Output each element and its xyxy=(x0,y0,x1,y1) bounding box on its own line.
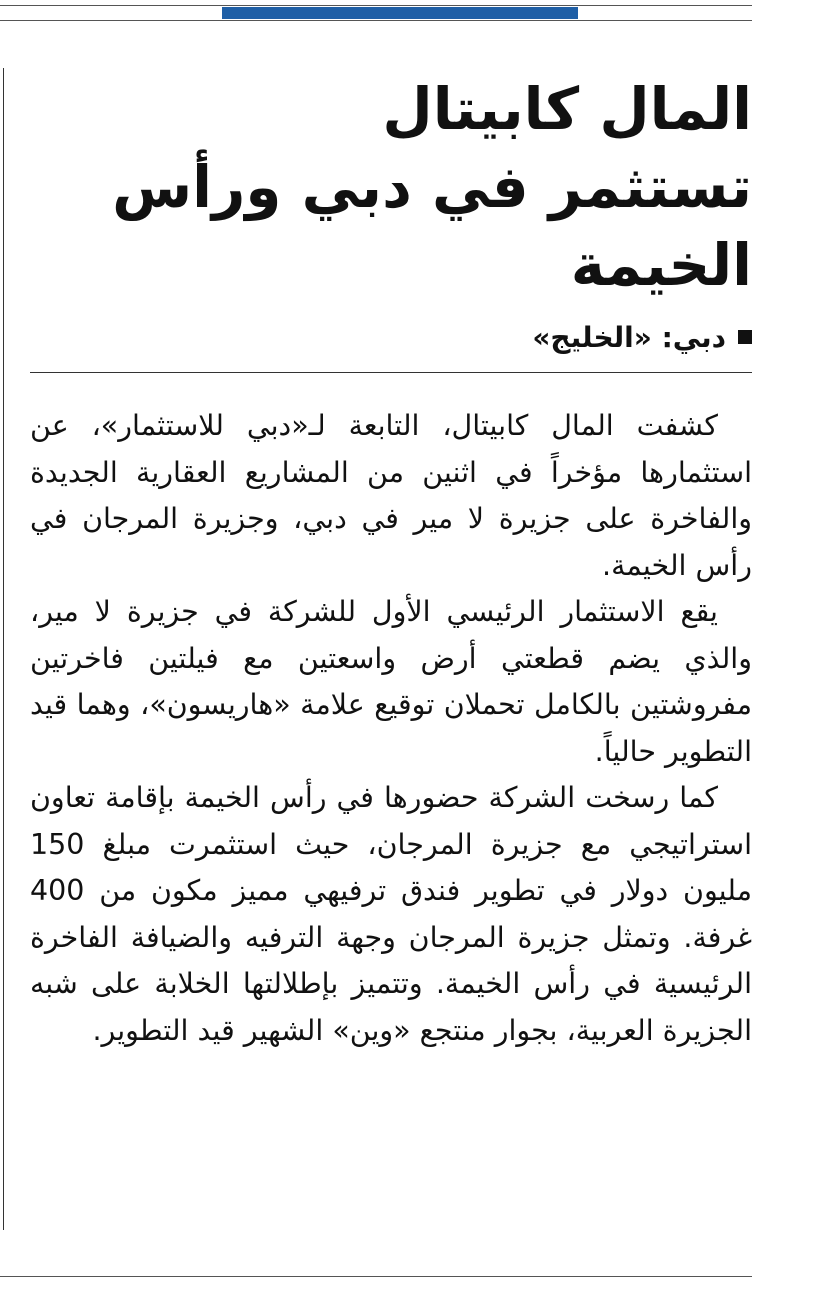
article xyxy=(30,70,752,1054)
byline-divider xyxy=(30,372,752,373)
paragraph: كما رسخت الشركة حضورها في رأس الخيمة بإقامة تعاون استراتيجي مع جزيرة المرجان، حيث استثمرت مبلغ 150 مليون دولار في تطوير فندق ترفيهي مميز مكون من 400 غرفة. وتمثل جزيرة المرجان وجهة الترفيه والضيافة الفاخرة الرئيسية في رأس الخيمة. وتتميز بإطلالتها الخلابة على شبه الجزيرة العربية، بجوار منتجع «وين» الشهير قيد التطوير. xyxy=(30,781,752,1047)
top-rule-lower xyxy=(0,20,752,21)
headline-line-1: المال كابيتال xyxy=(382,75,752,143)
byline xyxy=(30,316,752,358)
column-divider xyxy=(3,68,4,1230)
section-accent-bar xyxy=(222,7,578,19)
paragraph: كشفت المال كابيتال، التابعة لـ«دبي للاستثمار»، عن استثمارها مؤخراً في اثنين من المشاريع العقارية الجديدة والفاخرة على جزيرة لا مير في دبي، وجزيرة المرجان في رأس الخيمة. xyxy=(30,409,752,582)
top-rule xyxy=(0,5,752,6)
headline xyxy=(30,70,752,304)
headline-line-2: تستثمر في دبي ورأس الخيمة xyxy=(112,153,752,299)
article-body xyxy=(30,403,752,1054)
paragraph: يقع الاستثمار الرئيسي الأول للشركة في جزيرة لا مير، والذي يضم قطعتي أرض واسعتين مع فيلتين فاخرتين مفروشتين بالكامل تحملان توقيع علامة «هاريسون»، وهما قيد التطوير حالياً. xyxy=(30,595,752,768)
byline-text: دبي: «الخليج» xyxy=(532,320,726,354)
byline-square-icon xyxy=(738,330,752,344)
bottom-rule xyxy=(0,1276,752,1277)
